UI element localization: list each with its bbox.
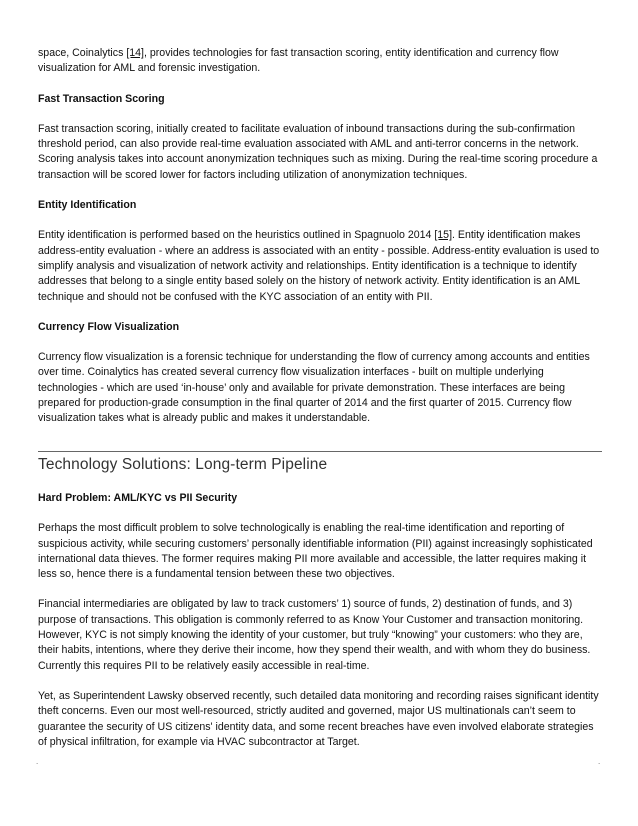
hard-problem-paragraph-2: Financial intermediaries are obligated by law to track customers’ 1) source of funds, 2) destination of funds, and 3) purpose of transactions. This obligation is commonly referred to as Know Your Customer and transaction monitoring. However, KYC is not simply knowing the identity of your customer, but truly “knowing” your customers: who they are, their habits, intentions, where they derive their income, how they spend their wealth, and with whom they do business. Currently this requires PII to be relatively easily accessible in real-time. (38, 598, 591, 672)
section-divider (38, 451, 602, 452)
fast-scoring-paragraph: Fast transaction scoring, initially created to facilitate evaluation of inbound transactions during the sub-confirmation threshold period, can also provide real-time evaluation associated with AML and anti-terror concerns in the network. Scoring analysis takes into account anonymization techniques such as mixing. During the real-time scoring procedure a transaction will be scored lower for factors including utilization of anonymization techniques. (38, 122, 598, 181)
reference-link-15[interactable]: [15] (434, 229, 453, 242)
currency-heading: Currency Flow Visualization (38, 320, 180, 333)
entity-heading: Entity Identification (38, 199, 137, 212)
fast-scoring-heading: Fast Transaction Scoring (38, 92, 165, 105)
currency-paragraph: Currency flow visualization is a forensic technique for understanding the flow of currency among accounts and entities over time. Coinalytics has created several currency flow visualization interfaces - built on multiple underlying technologies - which are used ‘in-house’ only and available for private demonstration. These interfaces are being prepared for production-grade consumption in the final quarter of 2014 and the first quarter of 2015. Currency flow visualization takes what is already public and makes it understandable. (38, 351, 590, 425)
pipeline-section (38, 491, 604, 750)
footer-mark-left: . (36, 757, 39, 766)
footer-mark-right: . (598, 757, 601, 766)
intro-paragraph: space, Coinalytics [14], provides technologies for fast transaction scoring, entity identification and currency flow visualization for AML and forensic investigation. (38, 47, 559, 75)
hard-problem-paragraph-3: Yet, as Superintendent Lawsky observed recently, such detailed data monitoring and recording raises significant identity theft concerns. Even our most well-resourced, strictly audited and governed, major US multinationals can’t seem to guarantee the security of US citizens' identity data, and some recent breaches have even involved elaborate strategies of physical infiltration, for example via HVAC subcontractor at Target. (38, 689, 599, 748)
document-body (38, 46, 602, 427)
section-title: Technology Solutions: Long-term Pipeline (38, 456, 328, 473)
entity-paragraph: Entity identification is performed based on the heuristics outlined in Spagnuolo 2014 [15]. Entity identification makes address-entity evaluation - where an address is associated with an entity - possible. Address-entity evaluation is used to simplify analysis and visualization of network activity and relationships. Entity identification is a technique to identify addresses that belong to a single entity based solely on the history of network activity. Entity identification is an AML technique and should not be confused with the KYC association of an entity with PII. (38, 229, 600, 303)
reference-link-14[interactable]: [14] (126, 47, 144, 59)
hard-problem-paragraph-1: Perhaps the most difficult problem to solve technologically is enabling the real-time identification and reporting of suspicious activity, while securing customers’ personally identifiable information (PII) against increasingly sophisticated international data thieves. The former requires making PII more available and accessible, the latter requires making it less so, hence there is a fundamental tension between these two objectives. (38, 522, 593, 581)
hard-problem-heading: Hard Problem: AML/KYC vs PII Security (38, 492, 238, 504)
